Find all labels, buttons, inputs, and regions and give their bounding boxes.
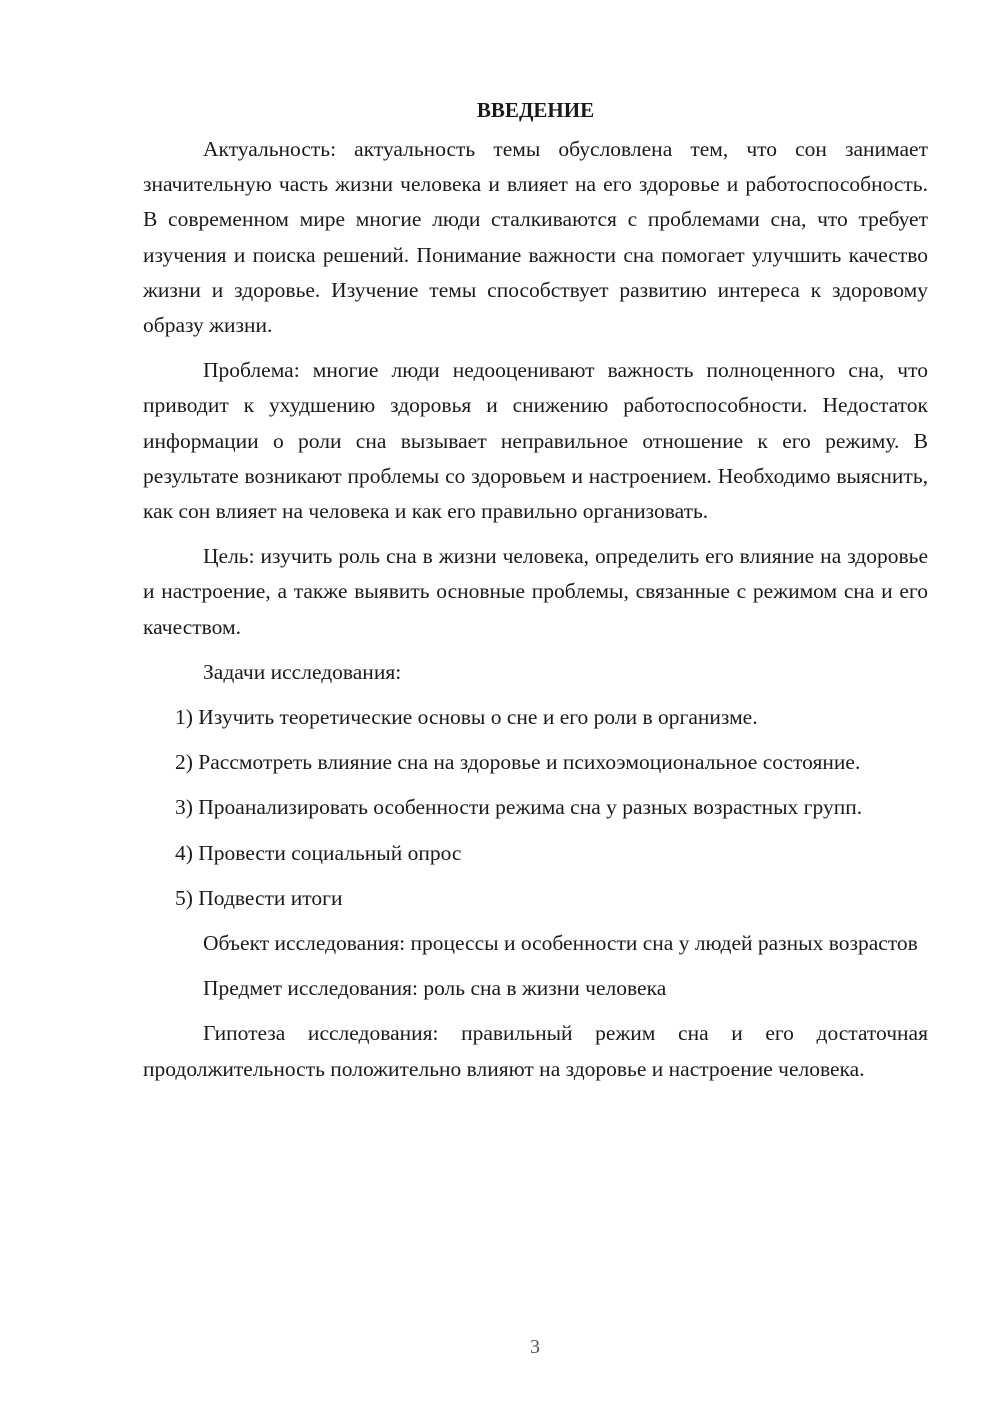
task-item: 5) Подвести итоги (175, 885, 343, 910)
page-number: 3 (530, 1336, 540, 1358)
task-item: 3) Проанализировать особенности режима сна у разных возрастных групп. (175, 795, 863, 820)
paragraph-relevance: Актуальность: актуальность темы обусловлена тем, что сон занимает значительную часть жизни человека и влияет на его здоровье и работоспособность. В современном мире многие люди сталкиваются с проблемами сна, что требует изучения и поиска решений. Понимание важности сна помогает улучшить качество жизни и здоровье. Изучение темы способствует развитию интереса к здоровому образу жизни. (143, 137, 928, 338)
task-item: 4) Провести социальный опрос (175, 840, 462, 865)
tasks-heading: Задачи исследования: (203, 659, 402, 684)
paragraph-subject: Предмет исследования: роль сна в жизни человека (203, 976, 667, 1001)
task-item: 1) Изучить теоретические основы о сне и его роли в организме. (175, 705, 758, 730)
paragraph-goal: Цель: изучить роль сна в жизни человека, определить его влияние на здоровье и настроение, а также выявить основные проблемы, связанные с режимом сна и его качеством. (143, 544, 928, 639)
page-title: ВВЕДЕНИЕ (476, 98, 595, 122)
task-item: 2) Рассмотреть влияние сна на здоровье и психоэмоциональное состояние. (175, 750, 861, 775)
paragraph-object: Объект исследования: процессы и особенности сна у людей разных возрастов (203, 931, 918, 956)
page-content (143, 96, 928, 1097)
paragraph-hypothesis: Гипотеза исследования: правильный режим сна и его достаточная продолжительность положительно влияют на здоровье и настроение человека. (143, 1021, 928, 1081)
paragraph-problem: Проблема: многие люди недооценивают важность полноценного сна, что приводит к ухудшению здоровья и снижению работоспособности. Недостаток информации о роли сна вызывает неправильное отношение к его режиму. В результате возникают проблемы со здоровьем и настроением. Необходимо выяснить, как сон влияет на человека и как его правильно организовать. (143, 358, 928, 524)
